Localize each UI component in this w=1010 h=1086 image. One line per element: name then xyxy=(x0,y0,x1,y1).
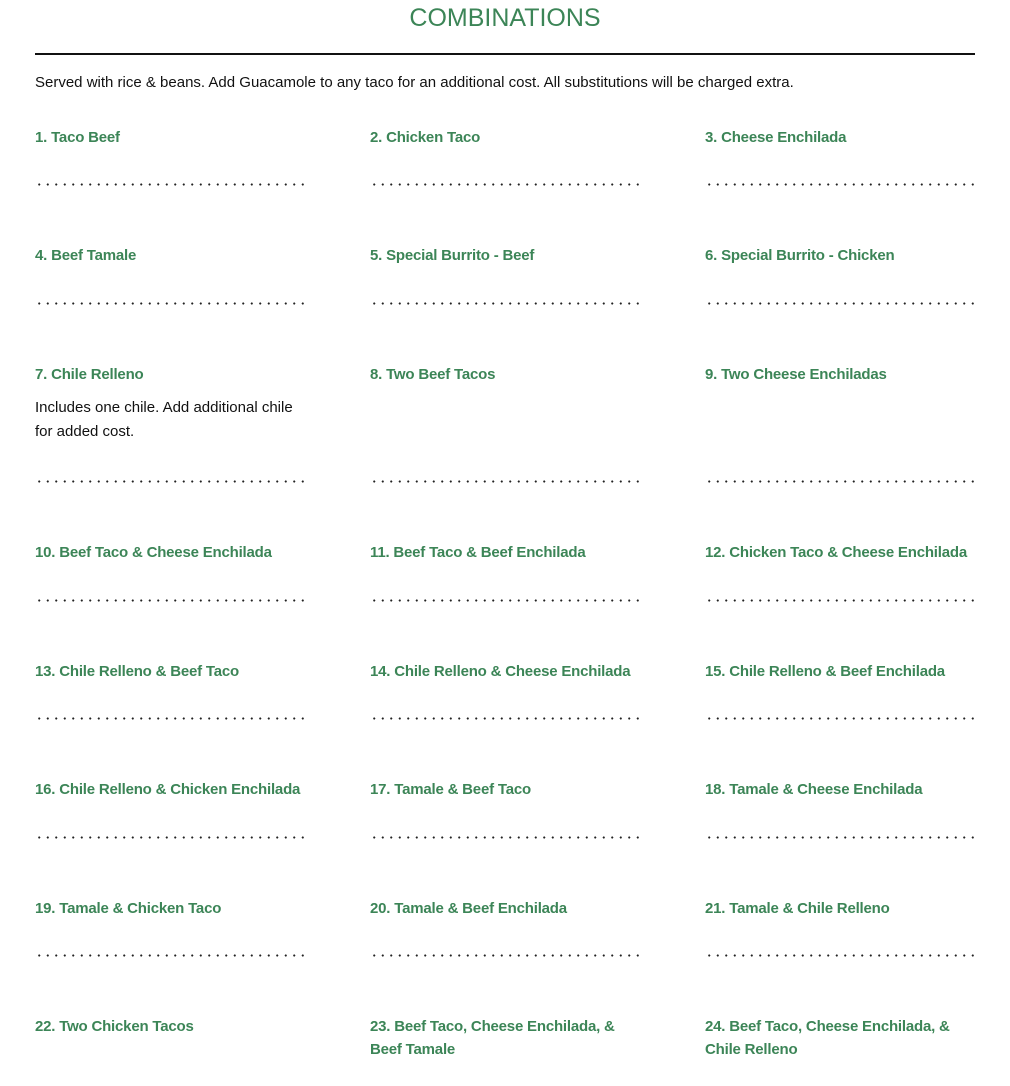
menu-item-name: 1. Taco Beef xyxy=(35,129,120,146)
menu-item xyxy=(370,778,640,801)
menu-item xyxy=(705,1015,975,1061)
dotted-leader xyxy=(35,954,305,957)
menu-item xyxy=(370,363,640,386)
dotted-leader xyxy=(35,599,305,602)
menu-item-name: 6. Special Burrito - Chicken xyxy=(705,247,895,264)
dotted-leader xyxy=(35,480,305,483)
dotted-leader xyxy=(705,954,975,957)
dotted-leader xyxy=(705,599,975,602)
dotted-leader xyxy=(370,717,640,720)
menu-item-description: Includes one chile. Add additional chile for added cost. xyxy=(35,399,293,440)
menu-item xyxy=(35,1015,305,1038)
menu-item xyxy=(705,897,975,920)
menu-item xyxy=(35,126,305,149)
dotted-leader xyxy=(705,302,975,305)
menu-item-name: 20. Tamale & Beef Enchilada xyxy=(370,900,567,917)
dotted-leader xyxy=(370,599,640,602)
menu-item-name: 21. Tamale & Chile Relleno xyxy=(705,900,890,917)
dotted-leader xyxy=(705,836,975,839)
menu-item xyxy=(35,244,305,267)
menu-item xyxy=(705,126,975,149)
menu-item xyxy=(370,244,640,267)
dotted-leader xyxy=(705,717,975,720)
section-title: COMBINATIONS xyxy=(409,4,601,32)
menu-item-name: 4. Beef Tamale xyxy=(35,247,137,264)
menu-item xyxy=(705,244,975,267)
dotted-leader xyxy=(370,183,640,186)
dotted-leader xyxy=(705,480,975,483)
dotted-leader xyxy=(35,302,305,305)
dotted-leader xyxy=(35,836,305,839)
menu-item xyxy=(35,660,305,683)
menu-item xyxy=(370,660,640,683)
menu-item-name: 5. Special Burrito - Beef xyxy=(370,247,535,264)
menu-item-name: 8. Two Beef Tacos xyxy=(370,366,496,383)
dotted-leader xyxy=(370,480,640,483)
menu-item-name: 17. Tamale & Beef Taco xyxy=(370,781,531,798)
menu-item xyxy=(705,363,975,386)
menu-item-name: 11. Beef Taco & Beef Enchilada xyxy=(370,544,586,561)
dotted-leader xyxy=(370,302,640,305)
menu-item-name: 14. Chile Relleno & Cheese Enchilada xyxy=(370,663,631,680)
dotted-leader xyxy=(35,717,305,720)
menu-item xyxy=(705,541,975,564)
dotted-leader xyxy=(370,954,640,957)
menu-item xyxy=(705,660,975,683)
menu-item-name: 19. Tamale & Chicken Taco xyxy=(35,900,222,917)
menu-item xyxy=(370,1015,640,1061)
menu-item-name: 23. Beef Taco, Cheese Enchilada, & Beef Tamale xyxy=(370,1018,615,1058)
menu-item-name: 22. Two Chicken Tacos xyxy=(35,1018,194,1035)
menu-item-name: 9. Two Cheese Enchiladas xyxy=(705,366,887,383)
title-divider xyxy=(35,53,975,55)
menu-item-name: 7. Chile Relleno xyxy=(35,366,144,383)
menu-item-name: 15. Chile Relleno & Beef Enchilada xyxy=(705,663,945,680)
menu-item-name: 18. Tamale & Cheese Enchilada xyxy=(705,781,923,798)
dotted-leader xyxy=(370,836,640,839)
dotted-leader xyxy=(35,183,305,186)
menu-item-name: 16. Chile Relleno & Chicken Enchilada xyxy=(35,781,301,798)
menu-item xyxy=(705,778,975,801)
menu-item xyxy=(35,778,305,801)
menu-item xyxy=(370,897,640,920)
menu-item-name: 2. Chicken Taco xyxy=(370,129,481,146)
menu-item xyxy=(370,126,640,149)
menu-item xyxy=(370,541,640,564)
menu-item-name: 10. Beef Taco & Cheese Enchilada xyxy=(35,544,272,561)
menu-item xyxy=(35,363,305,444)
menu-item xyxy=(35,541,305,564)
menu-item xyxy=(35,897,305,920)
menu-item-name: 13. Chile Relleno & Beef Taco xyxy=(35,663,239,680)
menu-item-name: 12. Chicken Taco & Cheese Enchilada xyxy=(705,544,967,561)
dotted-leader xyxy=(705,183,975,186)
section-intro: Served with rice & beans. Add Guacamole to any taco for an additional cost. All substitutions will be charged extra. xyxy=(35,74,794,91)
menu-item-name: 24. Beef Taco, Cheese Enchilada, & Chile Relleno xyxy=(705,1018,950,1058)
menu-item-name: 3. Cheese Enchilada xyxy=(705,129,847,146)
